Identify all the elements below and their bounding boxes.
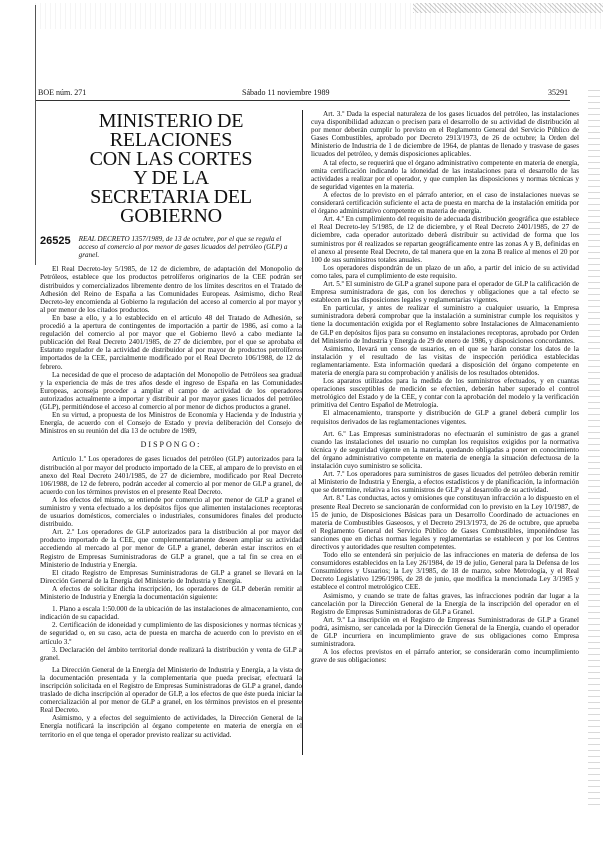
article: Artículo 1.º Los operadores de gases licuados del petróleo (GLP) autorizados para la distribución al por mayor del producto importado de la CEE, al amparo de lo previsto en el anexo del Real Decreto 2401/1985, de 27 de diciembre, modificado por Real Decreto 106/1988, de 12 de febrero, podrán acceder al comercio al por menor de GLP a granel, de acuerdo con los términos previstos en el presente Real Decreto. (40, 455, 302, 496)
paragraph: A los efectos del mismo, se entiende por comercio al por menor de GLP a granel el suministro y venta efectuado a los depósitos fijos que alimenten instalaciones receptoras de usuarios domésticos, comerciales o industriales, consumidores finales del producto distribuido. (40, 495, 302, 529)
list-item: 3. Declaración del ámbito territorial donde realizará la distribución y venta de GLP a granel. (40, 645, 302, 662)
left-column (40, 112, 302, 739)
bulletin-number: BOE núm. 271 (38, 88, 87, 97)
article: Art. 4.º En cumplimiento del requisito de adecuada distribución geográfica que establece el Real Decreto-ley 5/1985, de 12 de diciembre, y el Real Decreto 2401/1985, de 27 de diciembre, cada operador autorizado deberá distribuir su actividad de forma que los suministros por él realizados se repartan geográficamente entre las zonas A y B, definidas en el anexo al presente Real Decreto, de tal manera que en la zona B realice al menos el 20 por 100 de sus suministros totales anuales. (311, 215, 579, 264)
paragraph: Los operadores dispondrán de un plazo de un año, a partir del inicio de su actividad como tales, para el cumplimiento de este requisito. (311, 263, 579, 280)
paragraph: El citado Registro de Empresas Suministradoras de GLP a granel se llevará en la Dirección General de la Energía del Ministerio de Industria y Energía. (40, 568, 302, 585)
page-header (36, 88, 570, 101)
paragraph: El Real Decreto-ley 5/1985, de 12 de diciembre, de adaptación del Monopolio de Petróleos, establece que los productos petrolíferos originarios de la CEE podrán ser distribuidos y comercializados libremente dentro de los límites descritos en el Tratado de Adhesión del Reino de España a las Comunidades Europeas. Asimismo, dicho Real Decreto-ley encomienda al Gobierno la regulación del acceso al comercio al por mayor y al por menor de los citados productos. (40, 265, 302, 314)
right-column (302, 110, 579, 755)
paragraph: A efectos de solicitar dicha inscripción, los operadores de GLP deberán remitir al Ministerio de Industria y Energía la documentación siguiente: (40, 584, 302, 602)
paragraph: El almacenamiento, transporte y distribución de GLP a granel deberá cumplir los requisitos derivados de las reglamentaciones vigentes. (311, 409, 579, 426)
paragraph: En base a ello, y a lo establecido en el artículo 48 del Tratado de Adhesión, se procedió a la apertura de contingentes de importación a partir de 1986, así como a la regulación del comercio al por mayor que el Gobierno llevó a cabo mediante la publicación del Real Decreto 2401/1985, de 27 de diciembre, por el que se aprobaba el Estatuto regulador de la actividad de distribuidor al por mayor de productos petrolíferos importados de la CEE, parcialmente modificado por el Real Decreto 106/1988, de 12 de febrero. (40, 313, 302, 371)
paragraph: Asimismo, y a efectos del seguimiento de actividades, la Dirección General de la Energía notificará la inscripción al órgano competente en materia de energía en el territorio en el que tenga el operador previsto realizar su actividad. (40, 714, 302, 739)
scan-edge-speckle (588, 90, 600, 810)
page-number: 35291 (548, 88, 568, 97)
decree-number: 26525 (40, 235, 71, 247)
paragraph: A tal efecto, se requerirá que el órgano administrativo competente en materia de energía, emita certificación indicando la idoneidad de las instalaciones para el desarrollo de las actividades a realizar por el operador, y que cumplen las disposiciones y normas técnicas y de seguridad vigentes en la materia. (311, 158, 579, 191)
paragraph: En su virtud, a propuesta de los Ministros de Economía y Hacienda y de Industria y Energía, de acuerdo con el Consejo de Estado y previa deliberación del Consejo de Ministros en su reunión del día 13 de octubre de 1989, (40, 411, 302, 436)
decree-title: REAL DECRETO 1357/1989, de 13 de octubre, por el que se regula el acceso al comercio al por menor de gases licuados del petróleo (GLP) a granel. (78, 235, 288, 259)
paragraph: Los aparatos utilizados para la medida de los suministros efectuados, y en cuantas operaciones susceptibles de medición se efectúen, deberán haber superado el control metrológico del Estado y de la CEE, y contar con la aprobación del modelo y la verificación primitiva del Centro Español de Metrología. (311, 377, 579, 410)
paragraph: Asimismo, llevará un censo de usuarios, en el que se harán constar los datos de la instalación y el resultado de las visitas de inspección periódica establecidas reglamentariamente. Esta información quedará a disposición del órgano competente en materia de energía para su comprobación y análisis de los resultados obtenidos. (311, 344, 579, 377)
dispongo-heading: DISPONGO: (140, 440, 202, 450)
paragraph: A los efectos previstos en el párrafo anterior, se considerarán como incumplimiento grave de sus obligaciones: (311, 648, 579, 665)
article: Art. 5.º El suministro de GLP a granel supone para el operador de GLP la calificación de Empresa suministradora de gas, con los derechos y obligaciones que a tal efecto se establecen en las disposiciones legales y reglamentarias vigentes. (311, 279, 579, 305)
article: Art. 6.º Las Empresas suministradoras no efectuarán el suministro de gas a granel cuando las instalaciones del usuario no cumplan los requisitos exigidos por la normativa técnica y de seguridad vigente en la materia, quedando obligadas a poner en conocimiento del órgano administrativo competente en materia de energía la situación defectuosa de la instalación cuyo suministro se solicita. (311, 429, 579, 471)
article: Art. 9.º La inscripción en el Registro de Empresas Suministradoras de GLP a Granel podrá, asimismo, ser cancelada por la Dirección General de la Energía, cuando el operador de GLP incurriera en incumplimiento grave de sus obligaciones como Empresa suministradora. (311, 615, 579, 649)
list-item: 2. Certificación de idoneidad y cumplimiento de las disposiciones y normas técnicas y de seguridad o, en su caso, acta de puesta en marcha de acuerdo con lo previsto en el artículo 3.º (40, 621, 302, 646)
paragraph: La necesidad de que el proceso de adaptación del Monopolio de Petróleos sea gradual y la experiencia de más de tres años desde el ingreso de España en las Comunidades Europeas, aconseja proceder a ampliar el campo de actividad de los operadores autorizados actualmente a importar y distribuir al por mayor gases licuados del petróleo (GLP), permitiéndose el acceso al comercio al por menor de dichos productos a granel. (40, 370, 302, 411)
decree-heading (40, 236, 302, 259)
article: Art. 3.º Dada la especial naturaleza de los gases licuados del petróleo, las instalaciones cuya disponibilidad aduzcan o precisen para el desarrollo de su actividad de distribución al por menor deberán cumplir lo previsto en el Reglamento General del Servicio Público de Gases Combustibles, aprobado por Decreto 2913/1973, de 26 de octubre; la Orden del Ministerio de Industria de 1 de diciembre de 1964, de plantas de llenado y trasvase de gases licuados del petróleo, y demás disposiciones aplicables. (311, 110, 579, 159)
article: Art. 7.º Los operadores para suministros de gases licuados del petróleo deberán remitir al Ministerio de Industria y Energía, a efectos estadísticos y de planificación, la información que se determine, relativa a los suministros de GLP y al desarrollo de su actividad. (311, 470, 579, 495)
paragraph: La Dirección General de la Energía del Ministerio de Industria y Energía, a la vista de la documentación presentada y la complementaria que pueda precisar, efectuará la inscripción solicitada en el Registro de Empresas Suministradoras de GLP a granel, dando traslado de dicha inscripción al operador de GLP, a los efectos de que éste pueda iniciar la comercialización al por menor de GLP a granel, en los términos previstos en el presente Real Decreto. (40, 665, 302, 715)
paragraph: Todo ello se entenderá sin perjuicio de las infracciones en materia de defensa de los consumidores establecidos en la Ley 26/1984, de 19 de julio, General para la Defensa de los Consumidores y Usuarios; la Ley 3/1985, de 18 de marzo, sobre Metrología, y el Real Decreto Legislativo 1296/1986, de 28 de junio, que modifica la mencionada Ley 3/1985 y establece el control metrológico CEE. (311, 551, 579, 592)
ministry-title: MINISTERIO DE RELACIONES CON LAS CORTES Y DE LA SECRETARIA DEL GOBIERNO (89, 110, 253, 227)
publication-date: Sábado 11 noviembre 1989 (242, 88, 330, 97)
scan-margin-line (35, 5, 36, 265)
paragraph: A efectos de lo previsto en el párrafo anterior, en el caso de instalaciones nuevas se considerará certificación suficiente el acta de puesta en marcha de la instalación emitida por el órgano administrativo competente en materia de energía. (311, 190, 579, 216)
article: Art. 8.º Las conductas, actos y omisiones que constituyan infracción a lo dispuesto en el presente Real Decreto se sancionarán de conformidad con lo previsto en la Ley 10/1987, de 15 de junio, de Disposiciones Básicas para un Desarrollo Coordinado de actuaciones en materia de Combustibles Gaseosos, y el Decreto 2913/1973, de 26 de octubre, que aprueba el Reglamento General del Servicio Público de Gases Combustibles, imponiéndose las sanciones que en dichas normas legales y reglamentarias se establecen y por los Centros directivos y autoridades que resulten competentes. (311, 494, 579, 551)
list-item: 1. Plano a escala 1:50.000 de la ubicación de las instalaciones de almacenamiento, con indicación de su capacidad. (40, 605, 302, 622)
scan-noise (35, 3, 603, 29)
paragraph: Asimismo, y cuando se trate de faltas graves, las infracciones podrán dar lugar a la cancelación por la Dirección General de la Energía de la inscripción del operador en el Registro de Empresas Suministradoras de GLP a Granel. (311, 591, 579, 616)
article: Art. 2.º Los operadores de GLP autorizados para la distribución al por mayor del producto importado de la CEE, que complementariamente deseen ampliar su actividad accediendo al mercado al por menor de GLP a granel, deberán estar inscritos en el Registro de Empresas Suministradoras de GLP a granel, que a tal fin se crea en el Ministerio de Industria y Energía. (40, 528, 302, 569)
paragraph: En particular, y antes de realizar el suministro a cualquier usuario, la Empresa suministradora deberá comprobar que la instalación a suministrar cumple los requisitos y tiene la documentación exigida por el Reglamento sobre Instalaciones de Almacenamiento de GLP en depósitos fijos para su consumo en instalaciones receptoras, aprobado por Orden del Ministerio de Industria y Energía de 29 de enero de 1986, y disposiciones concordantes. (311, 304, 579, 345)
